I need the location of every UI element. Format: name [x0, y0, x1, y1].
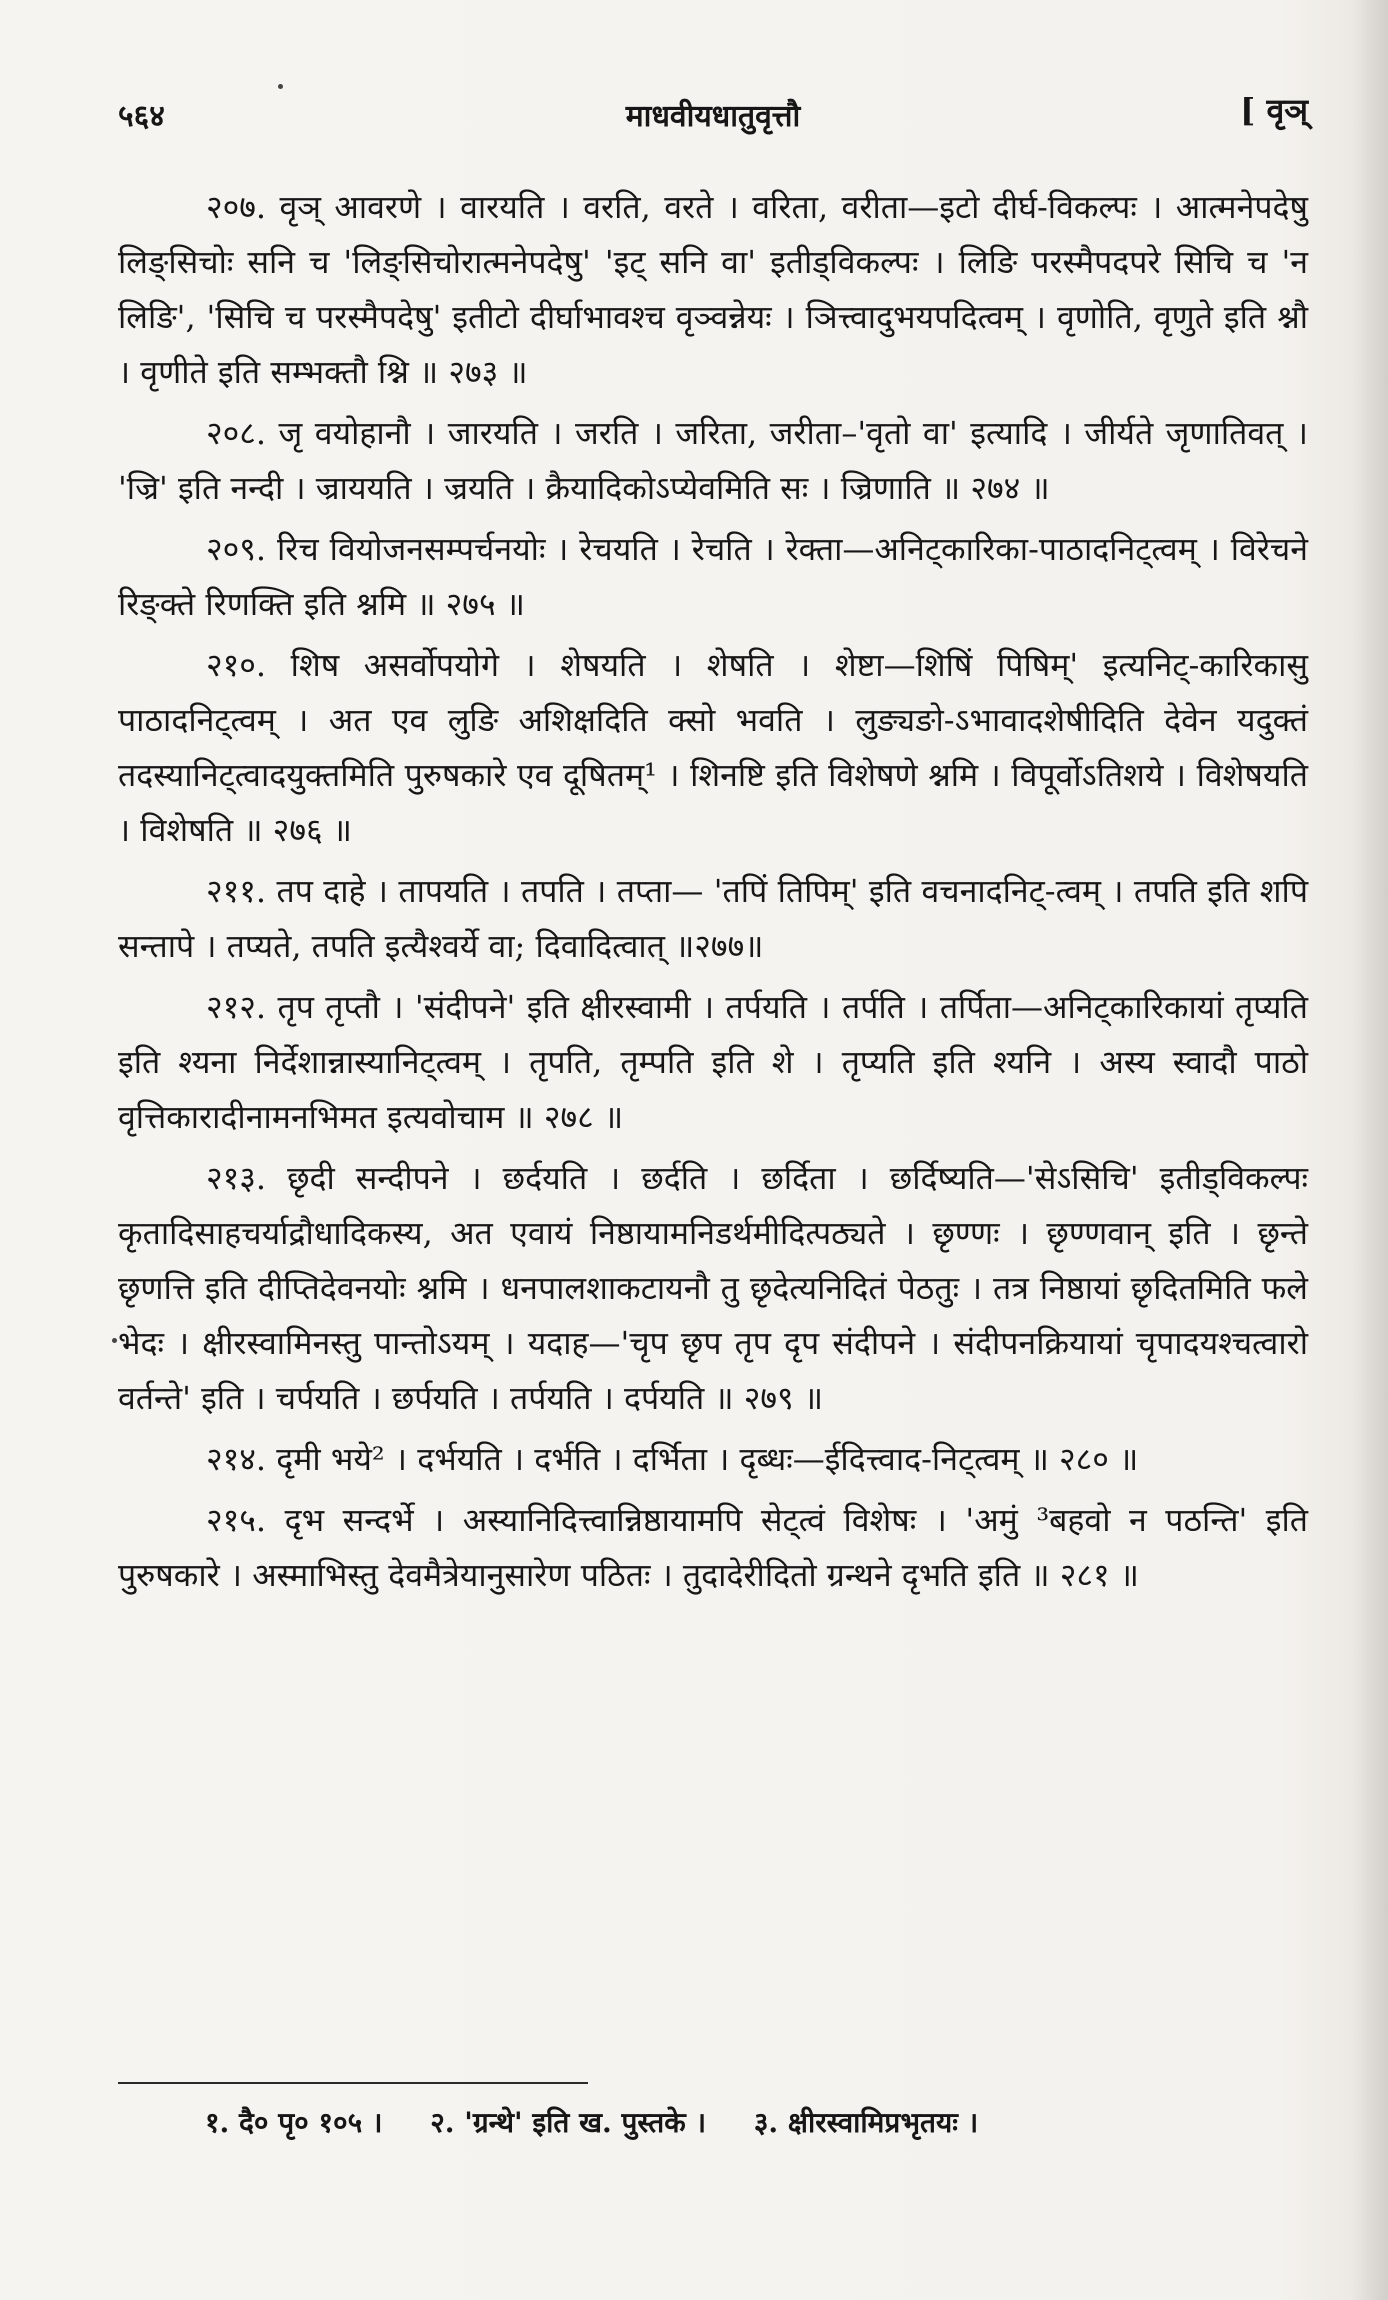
footnote-1: १. दै० पृ० १०५ । — [205, 2106, 383, 2139]
entry-211: २११. तप दाहे । तापयति । तपति । तप्ता— 'तपिं तिपिम्' इति वचनादनिट्-त्वम् । तपति इति शपि सन्तापे । तप्यते, तपति इत्यैश्वर्ये वा; दिवादित्वात् ॥२७७॥ — [118, 872, 1308, 965]
running-title: माधवीयधातुवृत्तौ — [625, 99, 801, 134]
scan-speck — [278, 84, 283, 89]
entry-213: २१३. छृदी सन्दीपने । छर्दयति । छर्दति । छर्दिता । छर्दिष्यति—'सेऽसिचि' इतीड्विकल्पः कृतादिसाहचर्याद्रौधादिकस्य, अत एवायं निष्ठायामनिडर्थमीदित्पठ्यते । छृण्णः । छृण्णवान् इति । छृन्ते छृणत्ति इति दीप्तिदेवनयोः श्नमि । धनपालशाकटायनौ तु छृदेत्यनिदितं पेठतुः । तत्र निष्ठायां छृदितमिति फले भेदः । क्षीरस्वामिनस्तु पान्तोऽयम् । यदाह—'चृप छृप तृप दृप संदीपने । संदीपनक्रियायां चृपादयश्चत्वारो वर्तन्ते' इति । चर्पयति । छर्पयति । तर्पयति । दर्पयति ॥ २७९ ॥ — [118, 1159, 1308, 1417]
footnote-3: ३. क्षीरस्वामिप्रभृतयः । — [753, 2106, 979, 2139]
page-edge-shadow — [1350, 0, 1388, 2300]
footnote-rule — [118, 2082, 588, 2084]
page-header — [118, 84, 1308, 144]
page-number: ५६४ — [118, 99, 165, 134]
entry-215: २१५. दृभ सन्दर्भे । अस्यानिदित्त्वान्निष्ठायामपि सेट्त्वं विशेषः । 'अमुं ³बहवो न पठन्ति' इति पुरुषकारे । अस्माभिस्तु देवमैत्रेयानुसारेण पठितः । तुदादेरीदितो ग्रन्थने दृभति इति ॥ २८१ ॥ — [118, 1501, 1308, 1594]
running-head-root: [ वृञ् — [1240, 91, 1308, 129]
footnotes — [205, 2098, 1305, 2148]
entry-208: २०८. जृ वयोहानौ । जारयति । जरति । जरिता, जरीता–'वृतो वा' इत्यादि । जीर्यते जृणातिवत् । 'ज्रि' इति नन्दी । ज्राययति । ज्रयति । क्रैयादिकोऽप्येवमिति सः । ज्रिणाति ॥ २७४ ॥ — [118, 414, 1308, 507]
entry-207: २०७. वृञ् आवरणे । वारयति । वरति, वरते । वरिता, वरीता—इटो दीर्घ-विकल्पः । आत्मनेपदेषु लिङ्सिचोः सनि च 'लिङ्सिचोरात्मनेपदेषु' 'इट् सनि वा' इतीड्विकल्पः । लिङि परस्मैपदपरे सिचि च 'न लिङि', 'सिचि च परस्मैपदेषु' इतीटो दीर्घाभावश्च वृञ्वन्नेयः । ञित्त्वादुभयपदित्वम् । वृणोति, वृणुते इति श्नौ । वृणीते इति सम्भक्तौ श्नि ॥ २७३ ॥ — [118, 188, 1308, 391]
entry-212: २१२. तृप तृप्तौ । 'संदीपने' इति क्षीरस्वामी । तर्पयति । तर्पति । तर्पिता—अनिट्कारिकायां तृप्यति इति श्यना निर्देशान्नास्यानिट्त्वम् । तृपति, तृम्पति इति शे । तृप्यति इति श्यनि । अस्य स्वादौ पाठो वृत्तिकारादीनामनभिमत इत्यवोचाम ॥ २७८ ॥ — [118, 988, 1308, 1136]
body-text — [118, 180, 1308, 1609]
entry-209: २०९. रिच वियोजनसम्पर्चनयोः । रेचयति । रेचति । रेक्ता—अनिट्कारिका-पाठादनिट्त्वम् । विरेचने रिङ्क्ते रिणक्ति इति श्नमि ॥ २७५ ॥ — [118, 530, 1308, 623]
entry-210: २१०. शिष असर्वोपयोगे । शेषयति । शेषति । शेष्टा—शिषिं पिषिम्' इत्यनिट्-कारिकासु पाठादनिट्त्वम् । अत एव लुङि अशिक्षदिति क्सो भवति । लुङ्यङो-ऽभावादशेषीदिति देवेन यदुक्तं तदस्यानिट्त्वादयुक्तमिति पुरुषकारे एव दूषितम्¹ । शिनष्टि इति विशेषणे श्नमि । विपूर्वोऽतिशये । विशेषयति । विशेषति ॥ २७६ ॥ — [118, 646, 1308, 849]
footnote-2: २. 'ग्रन्थे' इति ख. पुस्तके । — [430, 2106, 707, 2139]
scan-speck — [112, 1338, 117, 1343]
entry-214: २१४. दृमी भये² । दर्भयति । दर्भति । दर्भिता । दृब्धः—ईदित्त्वाद-निट्त्वम् ॥ २८० ॥ — [206, 1440, 1139, 1478]
